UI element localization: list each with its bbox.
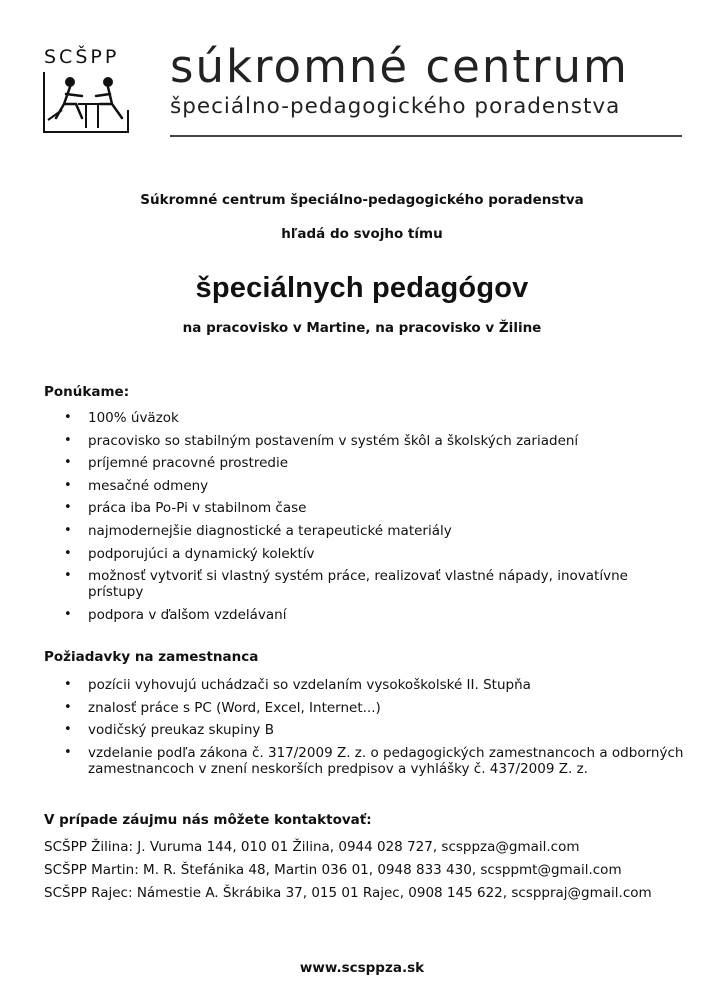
requirements-list	[44, 677, 694, 783]
position-headline: špeciálnych pedagógov	[195, 272, 529, 304]
workplace-subhead: na pracovisko v Martine, na pracovisko v Žiline	[182, 320, 542, 336]
list-item: • podporujúci a dynamický kolektív	[64, 545, 315, 562]
logo	[42, 40, 138, 134]
bullet-icon: •	[64, 432, 72, 448]
list-item: • možnosť vytvoriť si vlastný systém práce, realizovať vlastné nápady, inovatívne prístupy	[64, 568, 628, 601]
list-item: • podpora v ďalšom vzdelávaní	[64, 606, 287, 623]
contact-martin: SCŠPP Martin: M. R. Štefánika 48, Martin 036 01, 0948 833 430, scsppmt@gmail.com	[44, 862, 622, 878]
bullet-icon: •	[64, 500, 72, 516]
list-item: • pracovisko so stabilným postavením v systém škôl a školských zariadení	[64, 432, 579, 449]
list-item: • znalosť práce s PC (Word, Excel, Internet...)	[64, 699, 381, 716]
contact-zilina: SCŠPP Žilina: J. Vuruma 144, 010 01 Žilina, 0944 028 727, scsppza@gmail.com	[44, 839, 580, 855]
list-item: • 100% úväzok	[64, 410, 179, 426]
bullet-icon: •	[64, 722, 72, 738]
list-item: • príjemné pracovné prostredie	[64, 455, 289, 472]
list-item: • vzdelanie podľa zákona č. 317/2009 Z. z. o pedagogických zamestnancoch a odborných zamestnancoch v znení neskorších predpisov a vyhlášky č. 437/2009 Z. z.	[64, 744, 684, 777]
bullet-icon: •	[64, 477, 72, 493]
offers-title: Ponúkame:	[44, 384, 130, 400]
logo-figures-icon	[42, 70, 138, 134]
list-item: • práca iba Po-Pi v stabilnom čase	[64, 500, 307, 517]
requirements-title: Požiadavky na zamestnanca	[44, 649, 259, 665]
offers-list	[44, 410, 694, 629]
bullet-icon: •	[64, 455, 72, 471]
contact-title: V prípade záujmu nás môžete kontaktovať:	[44, 812, 372, 828]
bullet-icon: •	[64, 744, 72, 760]
bullet-icon: •	[64, 568, 72, 584]
contact-rajec: SCŠPP Rajec: Námestie A. Škrábika 37, 015 01 Rajec, 0908 145 622, scsppraj@gmail.com	[44, 885, 652, 901]
brand-subtitle: špeciálno-pedagogického poradenstva	[170, 94, 621, 119]
bullet-icon: •	[64, 410, 72, 425]
logo-text: SCŠPP	[44, 46, 120, 68]
letterhead	[42, 40, 682, 140]
list-item: • mesačné odmeny	[64, 477, 209, 494]
bullet-icon: •	[64, 699, 72, 715]
header-divider	[170, 135, 682, 137]
bullet-icon: •	[64, 522, 72, 538]
brand-title: súkromné centrum	[170, 40, 629, 93]
list-item: • najmodernejšie diagnostické a terapeutické materiály	[64, 522, 452, 539]
list-item: • pozícii vyhovujú uchádzači so vzdelaním vysokoškolské II. Stupňa	[64, 677, 531, 693]
list-item: • vodičský preukaz skupiny B	[64, 722, 274, 739]
intro-seeking: hľadá do svojho tímu	[281, 226, 443, 242]
website-link[interactable]: www.scsppza.sk	[299, 960, 425, 976]
bullet-icon: •	[64, 545, 72, 561]
bullet-icon: •	[64, 677, 72, 692]
intro-organization: Súkromné centrum špeciálno-pedagogického poradenstva	[140, 192, 584, 208]
bullet-icon: •	[64, 606, 72, 622]
